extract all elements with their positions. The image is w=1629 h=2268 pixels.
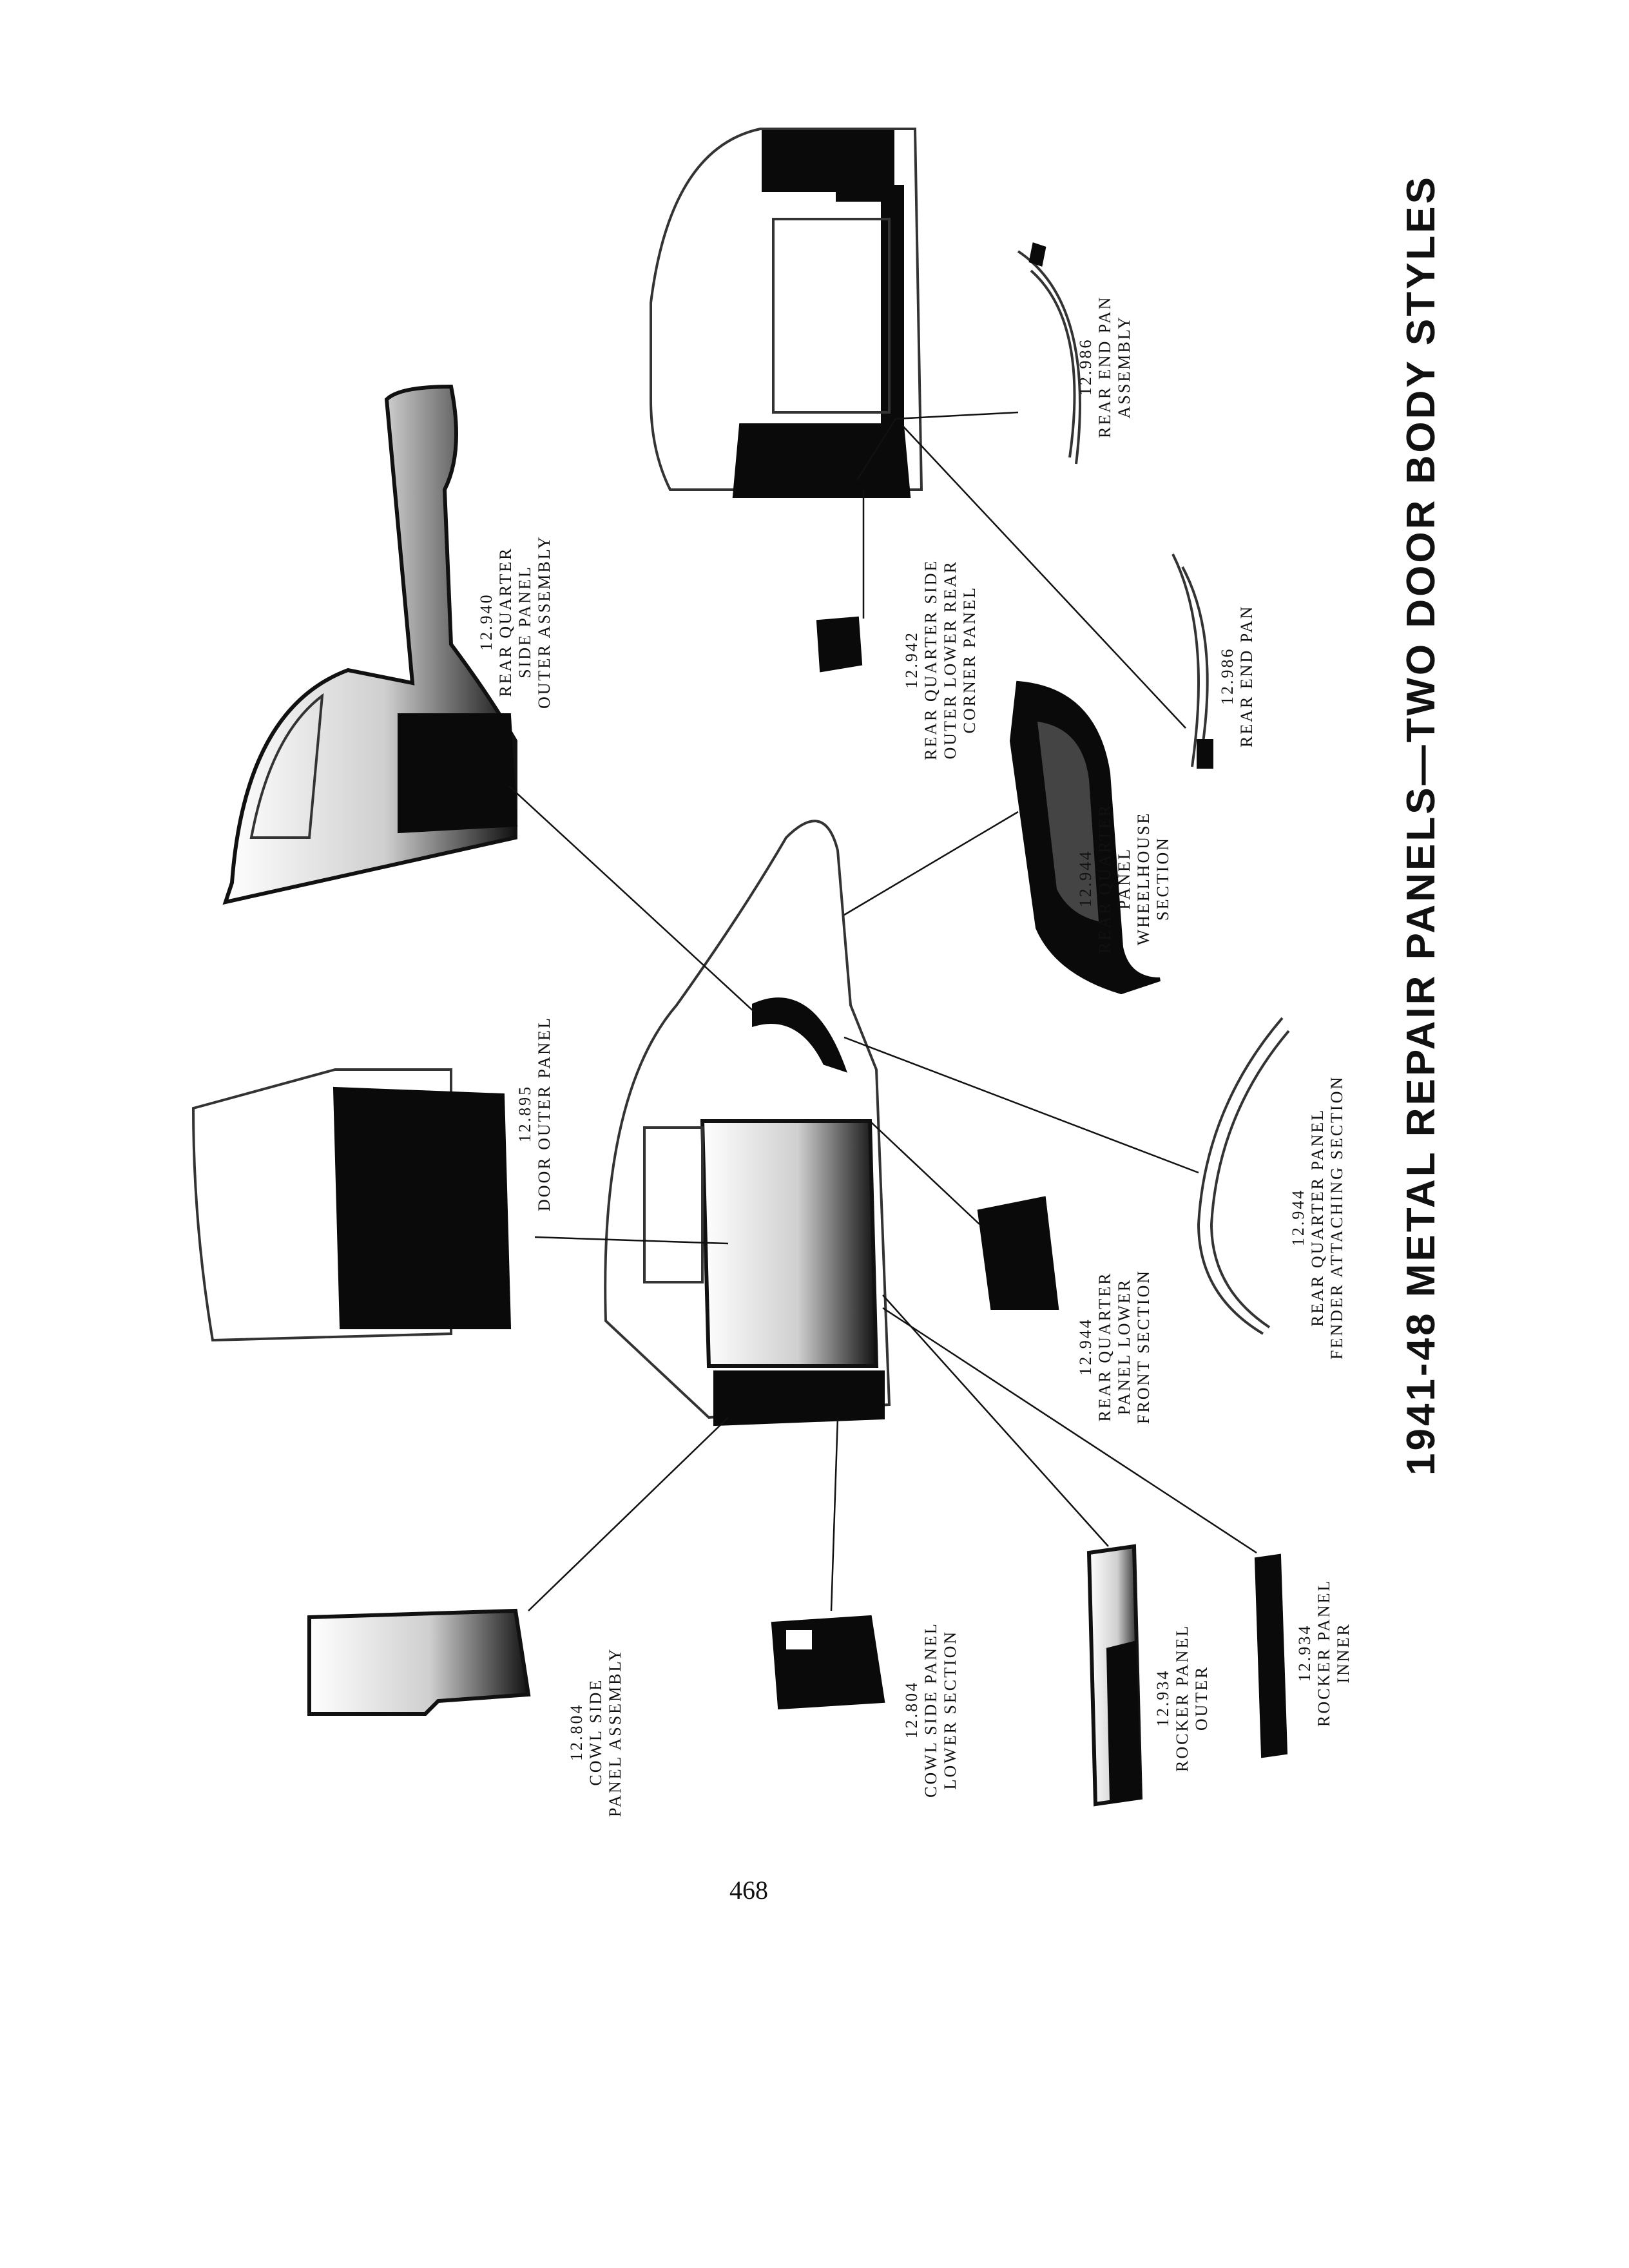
label-rocker-panel-outer: 12.934 ROCKER PANEL OUTER	[1153, 1624, 1211, 1772]
label-fender-attaching-section: 12.944 REAR QUARTER PANEL FENDER ATTACHING SECTION	[1289, 1075, 1346, 1360]
label-rear-end-pan-assembly: 12.986 REAR END PAN ASSEMBLY	[1076, 295, 1133, 438]
rocker-panel-inner-image	[1257, 1556, 1286, 1756]
label-rocker-panel-inner: 12.934 ROCKER PANEL INNER	[1295, 1579, 1353, 1727]
rear-quarter-corner-panel-image	[818, 619, 860, 670]
rear-end-pan-image	[1173, 554, 1211, 767]
page-number: 468	[729, 1876, 768, 1905]
lower-front-section-image	[979, 1198, 1057, 1308]
page-title: 1941-48 METAL REPAIR PANELS—TWO DOOR BODY STYLES	[1399, 174, 1443, 1475]
cowl-side-panel-lower-image	[773, 1617, 883, 1707]
label-door-outer-panel: 12.895 DOOR OUTER PANEL	[516, 1016, 554, 1211]
rear-end-pan-assembly-image	[1018, 245, 1080, 464]
fender-attaching-section-image	[1199, 1018, 1289, 1334]
rocker-panel-outer-image	[1089, 1546, 1141, 1804]
label-cowl-side-panel-lower: 12.804 COWL SIDE PANEL LOWER SECTION	[902, 1622, 959, 1798]
leader-lines	[509, 412, 1257, 1611]
label-cowl-side-panel-assembly: 12.804 COWL SIDE PANEL ASSEMBLY	[567, 1647, 624, 1817]
label-lower-front-section: 12.944 REAR QUARTER PANEL LOWER FRONT SECTION	[1076, 1269, 1153, 1424]
rear-quarter-outer-assembly-image	[226, 387, 516, 902]
door-outer-panel-image	[193, 1070, 509, 1340]
label-wheelhouse-section: 12.944 REAR QUARTER PANEL WHEELHOUSE SECTION	[1076, 803, 1172, 954]
label-rear-end-pan: 12.986 REAR END PAN	[1218, 604, 1256, 747]
two-door-body-image	[605, 821, 889, 1424]
label-rear-quarter-side-panel-outer: 12.940 REAR QUARTER SIDE PANEL OUTER ASSEMBLY	[477, 535, 554, 709]
cowl-side-panel-assembly-image	[309, 1611, 528, 1714]
label-rear-quarter-corner-panel: 12.942 REAR QUARTER SIDE OUTER LOWER REAR CORNER PANEL	[902, 559, 979, 760]
